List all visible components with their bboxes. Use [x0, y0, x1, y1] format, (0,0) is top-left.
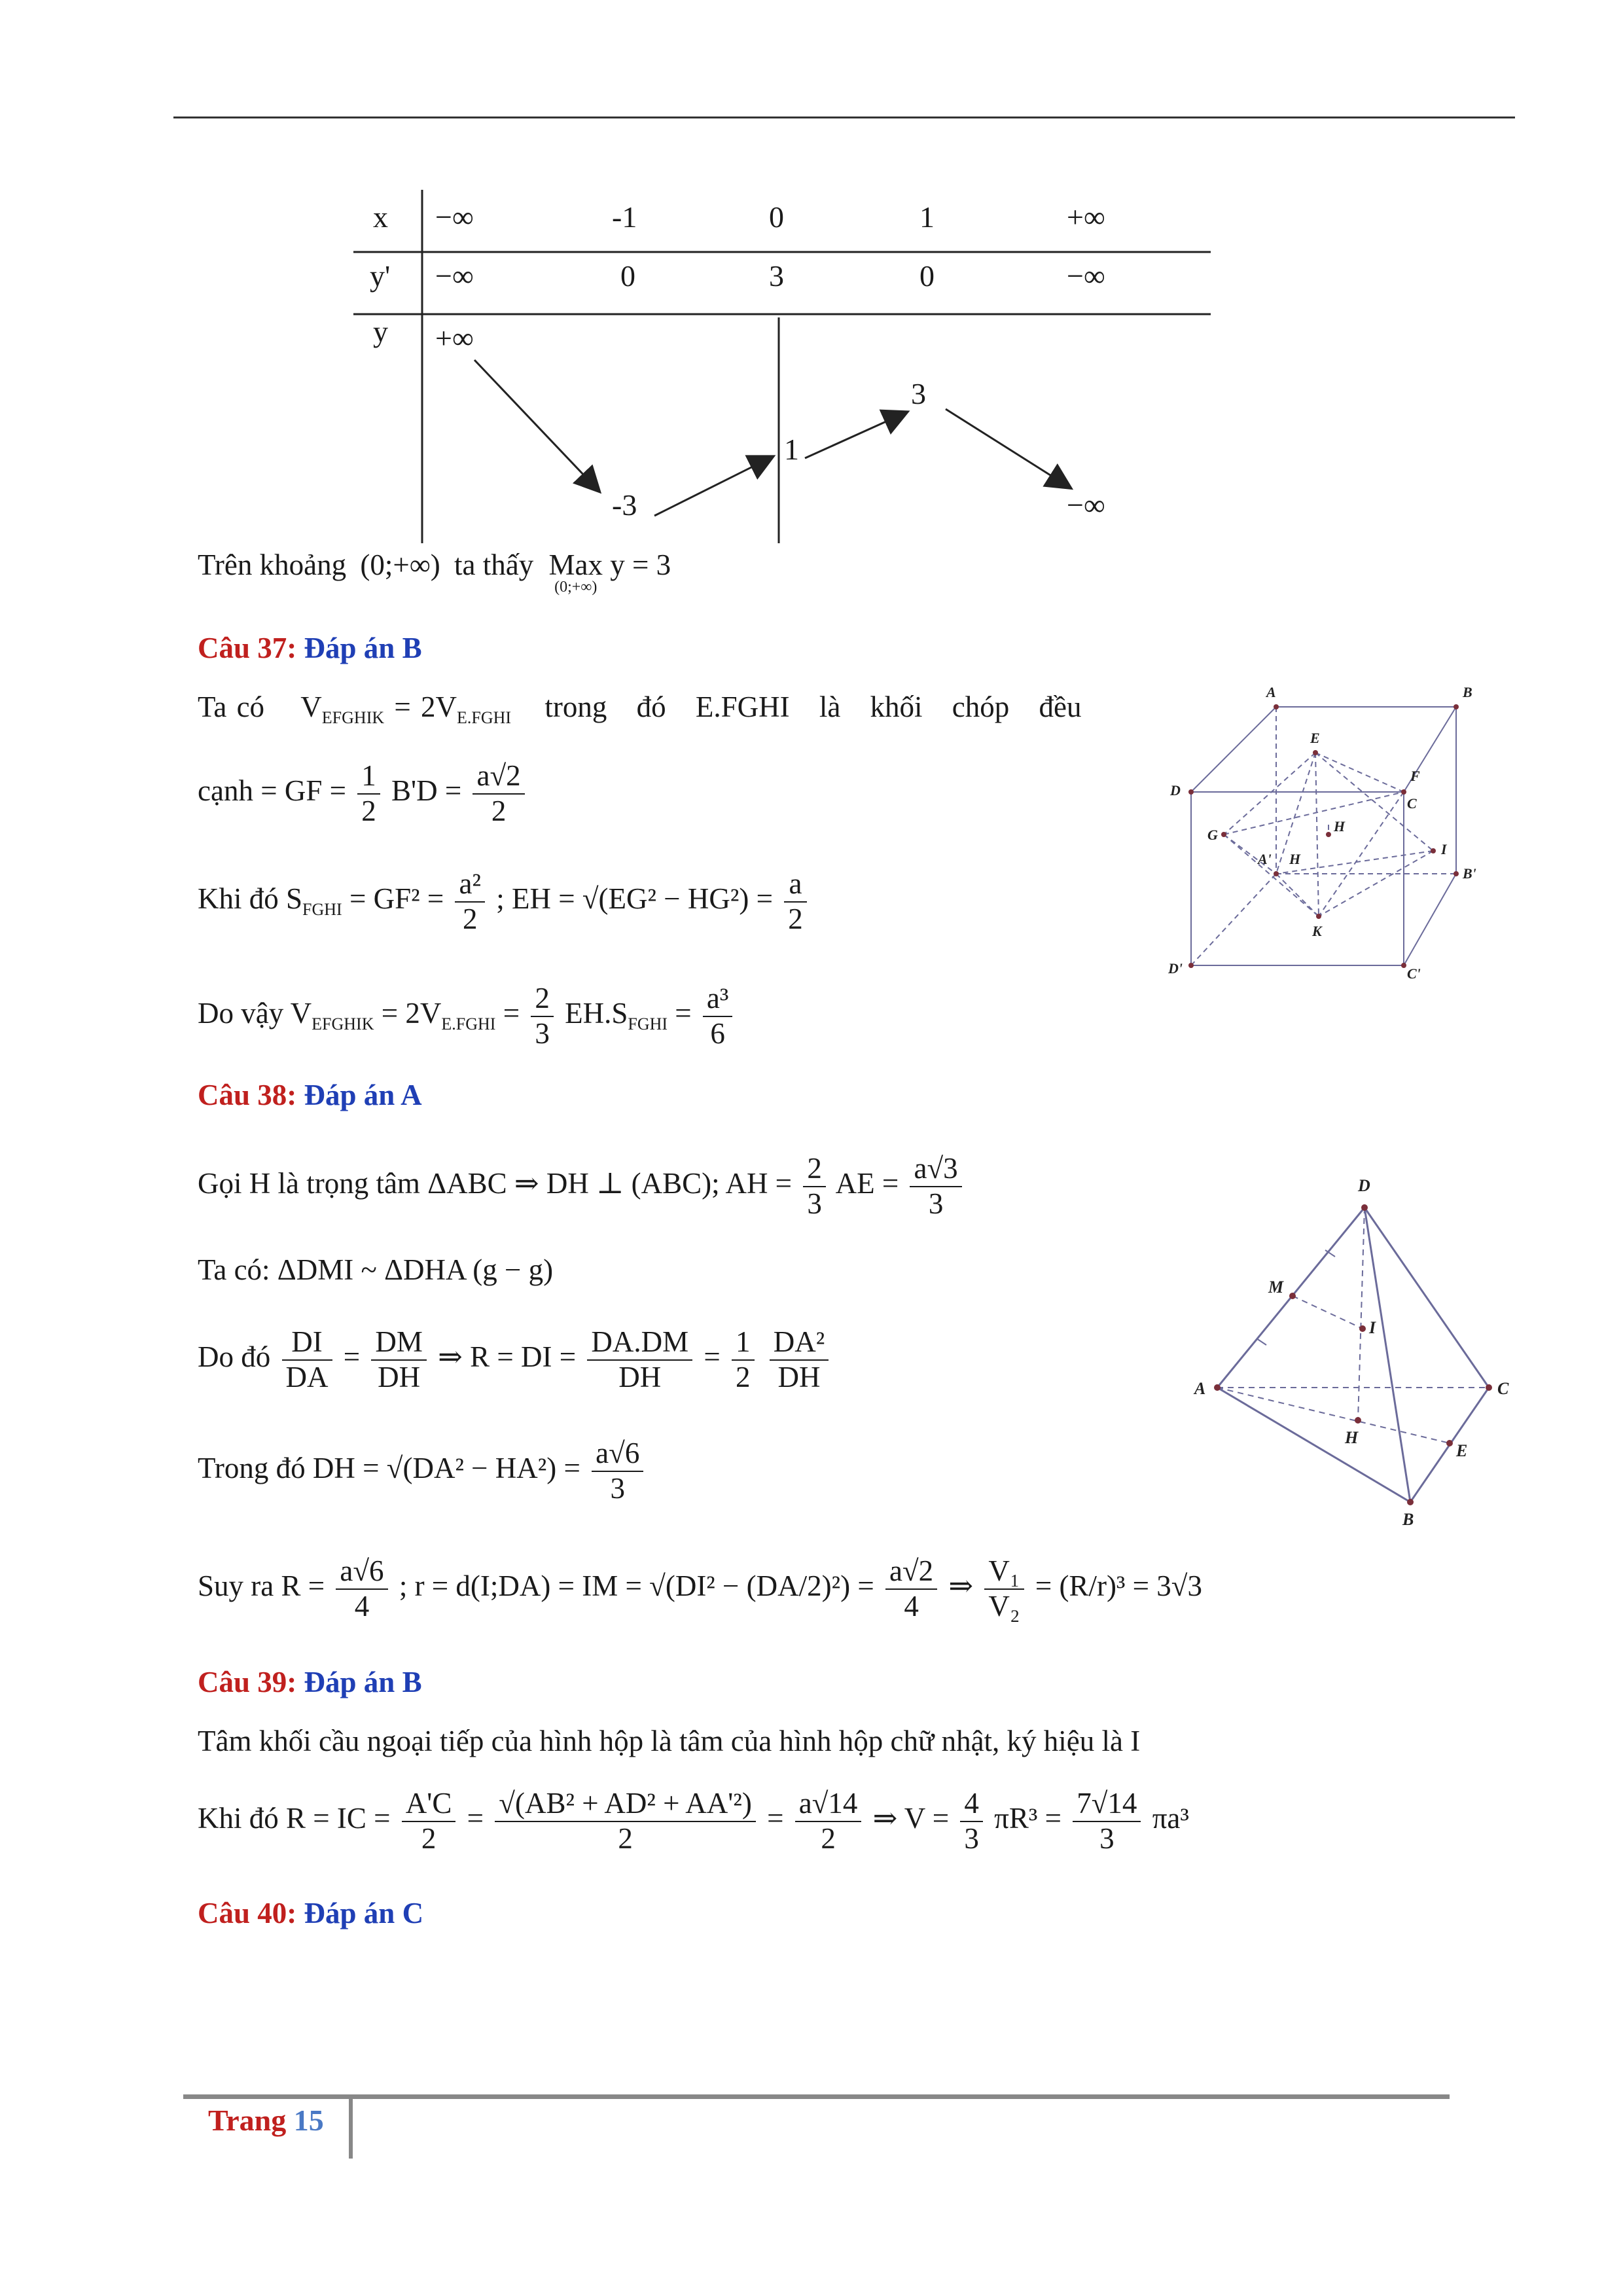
q37-line2: [198, 759, 529, 829]
q39-l2-eq1: =: [467, 1802, 484, 1835]
q37-title: Câu 37:: [198, 632, 297, 664]
q38-l5-arrow: ⇒: [948, 1570, 974, 1603]
q38-title: Câu 38:: [198, 1079, 297, 1111]
svg-text:H: H: [1289, 851, 1301, 867]
denominator: 3: [535, 1016, 550, 1050]
denominator: 2: [736, 1360, 751, 1393]
intro-interval: (0;+∞): [360, 548, 440, 581]
q39-title: Câu 39:: [198, 1666, 297, 1698]
q38-line4: [198, 1437, 647, 1506]
fraction: [587, 1325, 692, 1395]
denominator: 3: [807, 1187, 822, 1220]
cube-label: B: [1463, 684, 1472, 700]
denominator: 2: [421, 1821, 437, 1855]
yprime-value: −∞: [435, 259, 474, 293]
denominator: DH: [618, 1360, 662, 1393]
fraction: [984, 1554, 1024, 1624]
cube-label: C': [1407, 965, 1421, 978]
fraction: [770, 1325, 829, 1395]
cube-figure: [1158, 677, 1486, 978]
tetra-label: C: [1497, 1379, 1509, 1398]
numerator: 2: [531, 982, 554, 1017]
q40-heading: [198, 1897, 423, 1931]
q38-l4-pre: Trong đó DH = √(DA² − HA²) =: [198, 1452, 580, 1485]
fraction: [402, 1787, 456, 1856]
page-number: 15: [293, 2104, 324, 2137]
q38-l5-pre: Suy ra R =: [198, 1570, 325, 1603]
yprime-value: 0: [919, 259, 935, 293]
fraction: [282, 1325, 332, 1395]
denominator: DH: [378, 1360, 421, 1393]
numerator: A'C: [402, 1787, 456, 1822]
intro-middle: ta thấy: [454, 548, 534, 581]
q37-l4-sub2: E.FGHI: [441, 1014, 496, 1034]
denominator: 6: [710, 1016, 725, 1050]
q37-l1-eq: = 2V: [394, 691, 457, 723]
fraction: [336, 1554, 387, 1624]
q38-l3-mid: ⇒ R = DI =: [438, 1340, 577, 1374]
q37-l3-sub: FGHI: [302, 900, 342, 920]
page-footer: [208, 2103, 324, 2138]
q37-l1-v: V: [300, 691, 322, 723]
fraction: [795, 1787, 862, 1856]
q37-line1: [198, 691, 1082, 728]
denominator: 3: [610, 1471, 625, 1505]
q38-l1-mid: AE =: [835, 1167, 899, 1200]
denominator: 4: [354, 1589, 370, 1623]
q39-l2-pre: Khi đó R = IC =: [198, 1802, 391, 1835]
denominator: 2: [821, 1821, 836, 1855]
q37-line3: [198, 867, 811, 937]
numerator: 1: [357, 759, 380, 795]
header-rule: [173, 117, 1515, 118]
q37-l4-sub1: EFGHIK: [312, 1014, 374, 1034]
q38-line1: [198, 1152, 966, 1221]
intro-line: [198, 548, 671, 596]
cube-label: H: [1334, 818, 1346, 834]
numerator: a√6: [336, 1554, 387, 1590]
y-value: -3: [612, 488, 637, 522]
numerator: 1: [732, 1325, 755, 1361]
cube-label: E: [1310, 730, 1320, 746]
fraction: [703, 982, 732, 1051]
q38-heading: [198, 1079, 422, 1113]
fraction: [910, 1152, 961, 1221]
max-expr: y = 3: [610, 548, 671, 581]
q37-l4-eq2: =: [503, 997, 520, 1030]
fraction: [455, 867, 484, 937]
q39-answer: Đáp án B: [304, 1666, 422, 1698]
q37-l4-eq3: =: [675, 997, 692, 1030]
q37-l4-mid: EH.S: [565, 997, 628, 1030]
fraction: [531, 982, 554, 1051]
numerator: 7√14: [1073, 1787, 1141, 1822]
numerator: a√2: [473, 759, 524, 795]
q39-l2-mid2: πR³ =: [994, 1802, 1061, 1835]
numerator: DA²: [770, 1325, 829, 1361]
q39-l2-eq2: =: [767, 1802, 784, 1835]
q40-answer: Đáp án C: [304, 1897, 424, 1929]
x-value: −∞: [435, 200, 474, 234]
q38-l5-mid: ; r = d(I;DA) = IM = √(DI² − (DA/2)²) =: [399, 1570, 874, 1603]
denominator: DH: [777, 1360, 821, 1393]
max-operator: [548, 548, 603, 596]
q39-l2-post: πa³: [1152, 1802, 1189, 1835]
numerator: 2: [803, 1152, 826, 1187]
row-label-y: y: [373, 315, 388, 348]
yprime-value: 0: [620, 259, 635, 293]
q38-line2: Ta có: ΔDMI ~ ΔDHA (g − g): [198, 1253, 554, 1286]
tetra-label: H: [1345, 1428, 1359, 1447]
q37-heading: [198, 632, 422, 666]
yprime-value: −∞: [1067, 259, 1105, 293]
footer-label: Trang: [208, 2104, 287, 2137]
numerator: a√14: [795, 1787, 862, 1822]
tetra-label: D: [1358, 1176, 1370, 1195]
q37-answer: Đáp án B: [304, 632, 422, 664]
cube-label: A: [1266, 684, 1276, 700]
x-value: -1: [612, 200, 637, 234]
fraction: [803, 1152, 826, 1221]
numerator: a√6: [592, 1437, 643, 1472]
x-value: +∞: [1067, 200, 1105, 234]
x-value: 1: [919, 200, 935, 234]
footer-rule: [183, 2094, 1450, 2099]
tetra-label: B: [1402, 1510, 1414, 1529]
fraction: [1073, 1787, 1141, 1856]
q39-line1: Tâm khối cầu ngoại tiếp của hình hộp là tâm của hình hộp chữ nhật, ký hiệu là I: [198, 1725, 1141, 1757]
fraction: [495, 1787, 756, 1856]
denominator: 3: [1099, 1821, 1115, 1855]
fraction: [885, 1554, 937, 1624]
q37-l4-eq1: = 2V: [381, 997, 442, 1030]
denominator: 2: [491, 794, 507, 827]
tetrahedron-figure: [1185, 1162, 1525, 1541]
tetra-label: I: [1369, 1318, 1376, 1337]
tetra-label: M: [1268, 1278, 1284, 1297]
denominator: 2: [462, 902, 478, 935]
denominator: 3: [964, 1821, 979, 1855]
tetra-label: A: [1194, 1379, 1206, 1398]
footer-divider: [349, 2094, 353, 2159]
y-value: 3: [911, 377, 926, 410]
q37-l3-eq: = GF² =: [349, 882, 444, 916]
cube-label: C: [1407, 795, 1417, 812]
cube-label: D': [1168, 960, 1183, 977]
fraction: [357, 759, 380, 829]
numerator: √(AB² + AD² + AA'²): [495, 1787, 756, 1822]
q38-l3-eq1: =: [343, 1340, 361, 1374]
tetra-label: E: [1456, 1441, 1468, 1460]
numerator: 4: [960, 1787, 983, 1822]
cube-label: A': [1258, 851, 1272, 867]
denominator: 2: [361, 794, 376, 827]
denominator: V₂: [988, 1589, 1020, 1623]
numerator: DI: [282, 1325, 332, 1361]
q38-line3: [198, 1325, 832, 1395]
q37-l4-pre: Do vậy V: [198, 997, 312, 1030]
q37-line4: [198, 982, 736, 1051]
cube-label: F: [1410, 768, 1420, 784]
cube-label: I: [1441, 841, 1447, 857]
intro-text: Trên khoảng: [198, 548, 347, 581]
q38-line5: [198, 1554, 1202, 1624]
q38-l3-eq2: =: [704, 1340, 721, 1374]
denominator: 4: [904, 1589, 919, 1623]
q38-l1-pre: Gọi H là trọng tâm ΔABC ⇒ DH ⊥ (ABC); AH =: [198, 1167, 793, 1200]
y-value: +∞: [435, 321, 474, 355]
denominator: 2: [788, 902, 803, 935]
q39-l2-mid: ⇒ V =: [872, 1802, 950, 1835]
numerator: a√2: [885, 1554, 937, 1590]
fraction: [960, 1787, 983, 1856]
max-sub: (0;+∞): [554, 578, 597, 596]
q39-heading: [198, 1666, 422, 1700]
fraction: [592, 1437, 643, 1506]
q37-l1-pre: Ta có: [198, 691, 265, 723]
numerator: DA.DM: [587, 1325, 692, 1361]
fraction: [473, 759, 524, 829]
q40-title: Câu 40:: [198, 1897, 297, 1929]
cube-label: D: [1170, 782, 1181, 798]
numerator: a³: [703, 982, 732, 1017]
max-label: Max: [548, 548, 603, 581]
q38-l5-eq: = (R/r)³ = 3√3: [1035, 1570, 1202, 1603]
denominator: 3: [928, 1187, 944, 1220]
denominator: DA: [285, 1360, 329, 1393]
numerator: DM: [371, 1325, 427, 1361]
q37-l4-sub3: FGHI: [628, 1014, 668, 1034]
q37-l2-mid: B'D =: [391, 774, 462, 808]
q37-l1-sub2: E.FGHI: [457, 708, 512, 727]
cube-label: G: [1207, 827, 1218, 843]
fraction: [784, 867, 807, 937]
numerator: a: [784, 867, 807, 903]
cube-label: B': [1463, 865, 1476, 882]
cube-label: K: [1312, 923, 1322, 939]
numerator: a²: [455, 867, 484, 903]
q39-line2: [198, 1787, 1189, 1856]
x-value: 0: [769, 200, 784, 234]
q37-l1-post: trong đó E.FGHI là khối chóp đều: [544, 691, 1082, 723]
denominator: 2: [618, 1821, 633, 1855]
q37-l1-sub1: EFGHIK: [321, 708, 385, 727]
numerator: V₁: [984, 1554, 1024, 1590]
q37-l3-pre: Khi đó S: [198, 882, 303, 916]
q37-l3-mid: ; EH = √(EG² − HG²) =: [496, 882, 773, 916]
fraction: [732, 1325, 755, 1395]
row-label-x: x: [373, 200, 388, 234]
y-value: 1: [784, 433, 799, 466]
numerator: a√3: [910, 1152, 961, 1187]
fraction: [371, 1325, 427, 1395]
q37-l2-pre: cạnh = GF =: [198, 774, 346, 808]
y-value: −∞: [1067, 488, 1105, 522]
row-label-yprime: y': [370, 259, 391, 293]
q38-answer: Đáp án A: [304, 1079, 422, 1111]
yprime-value: 3: [769, 259, 784, 293]
q38-l3-pre: Do đó: [198, 1340, 271, 1374]
